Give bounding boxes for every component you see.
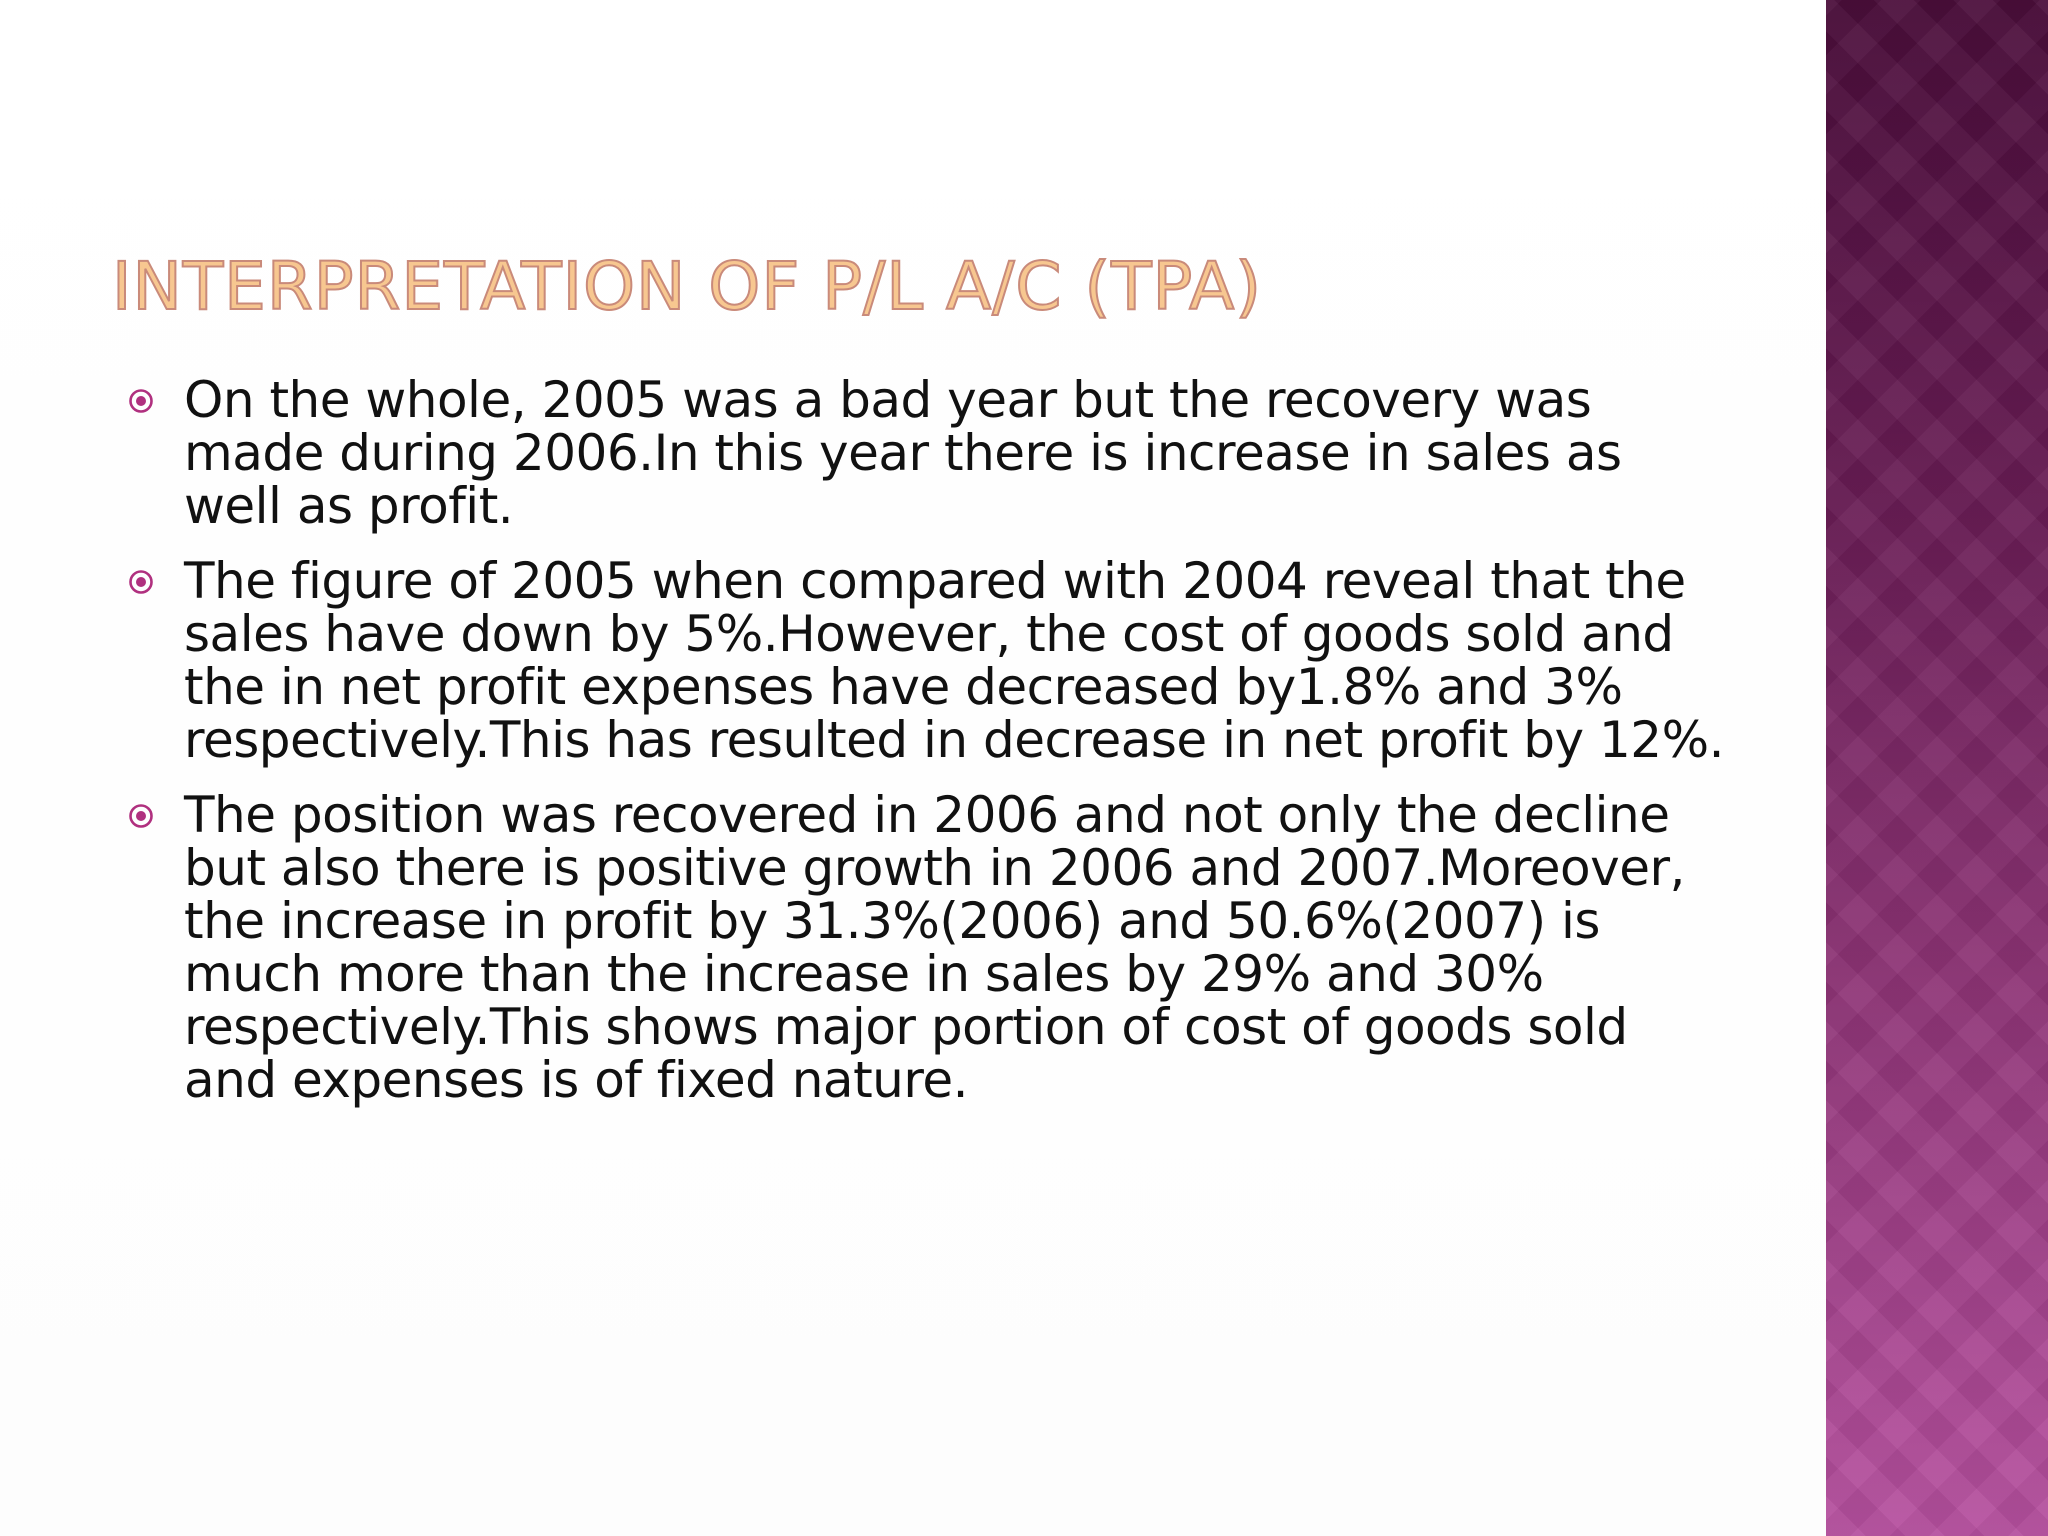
bullet-item xyxy=(128,371,1728,535)
target-bullet-icon xyxy=(128,388,154,414)
bullet-item xyxy=(128,552,1728,769)
bullet-list xyxy=(128,371,1728,1129)
target-bullet-icon xyxy=(128,569,154,595)
bullet-text: The figure of 2005 when compared with 2004 reveal that the sales have down by 5%.However, the cost of goods sold and the in net profit expenses have decreased by1.8% and 3% respectively.This has resulted in decrease in net profit by 12%. xyxy=(184,552,1725,769)
slide-title: INTERPRETATION OF P/L A/C (TPA) xyxy=(112,248,1263,325)
bullet-text: On the whole, 2005 was a bad year but the recovery was made during 2006.In this year there is increase in sales as well as profit. xyxy=(184,371,1622,535)
target-bullet-icon xyxy=(128,803,154,829)
bullet-text: The position was recovered in 2006 and not only the decline but also there is positive growth in 2006 and 2007.Moreover, the increase in profit by 31.3%(2006) and 50.6%(2007) is much more than the increase in sales by 29% and 30% respectively.This shows major portion of cost of goods sold and expenses is of fixed nature. xyxy=(184,786,1685,1109)
bullet-item xyxy=(128,786,1728,1109)
decorative-side-band xyxy=(1826,0,2048,1536)
